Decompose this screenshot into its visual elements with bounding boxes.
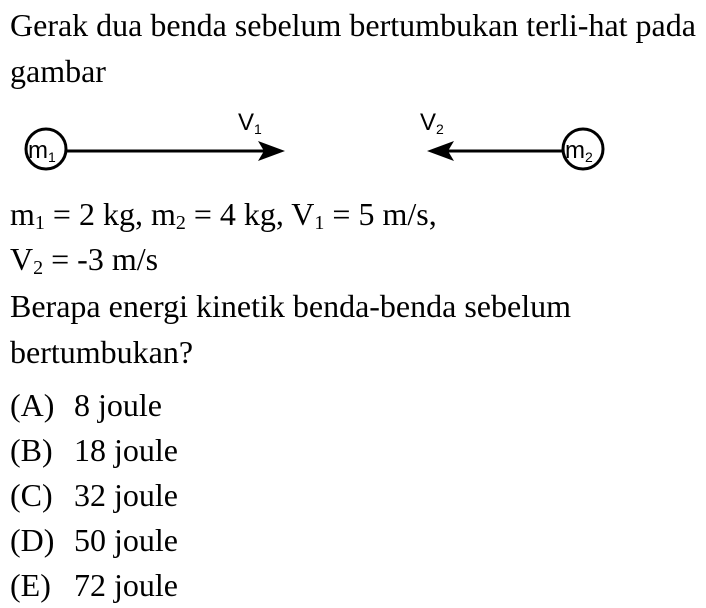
option-letter: (E) <box>10 567 51 603</box>
option-b[interactable] <box>10 428 178 473</box>
m2-value: = 4 kg, <box>185 196 292 232</box>
object-1-label: m1 <box>28 137 56 165</box>
m1-value: = 2 kg, <box>44 196 151 232</box>
v2-value: = -3 m/s <box>43 241 159 277</box>
velocity-1-label: V1 <box>238 109 262 137</box>
option-letter: (A) <box>10 387 55 423</box>
option-text: 50 joule <box>74 522 178 558</box>
m2-symbol: m <box>150 196 176 232</box>
option-a[interactable] <box>10 383 178 428</box>
option-letter: (B) <box>10 432 53 468</box>
option-text: 72 joule <box>74 567 178 603</box>
question-text <box>10 2 700 94</box>
option-d[interactable] <box>10 518 178 563</box>
object-2 <box>563 129 603 169</box>
m1-symbol: m <box>10 196 35 232</box>
option-c[interactable] <box>10 473 178 518</box>
velocity-2-label: V2 <box>420 109 444 137</box>
v1-subscript: 1 <box>314 212 325 234</box>
question-body: Gerak dua benda sebelum bertumbukan terli-hat pada gambar <box>10 7 696 89</box>
v2-subscript: 2 <box>33 257 44 279</box>
option-e[interactable] <box>10 563 178 608</box>
option-letter: (C) <box>10 477 53 513</box>
option-text: 8 joule <box>74 387 162 423</box>
option-letter: (D) <box>10 522 55 558</box>
given-line-2 <box>10 236 158 282</box>
question-prompt: Berapa energi kinetik benda-benda sebelum bertumbukan? <box>10 288 571 370</box>
v1-symbol: V <box>291 196 315 232</box>
m2-subscript: 2 <box>175 212 186 234</box>
collision-diagram <box>0 108 706 188</box>
option-text: 32 joule <box>74 477 178 513</box>
given-line-1 <box>10 191 437 237</box>
v1-value: = 5 m/s, <box>324 196 437 232</box>
object-2-label: m2 <box>565 137 593 165</box>
answer-options <box>10 383 178 608</box>
m1-subscript: 1 <box>34 212 45 234</box>
option-text: 18 joule <box>74 432 178 468</box>
v2-symbol: V <box>10 241 34 277</box>
object-1 <box>26 129 66 169</box>
